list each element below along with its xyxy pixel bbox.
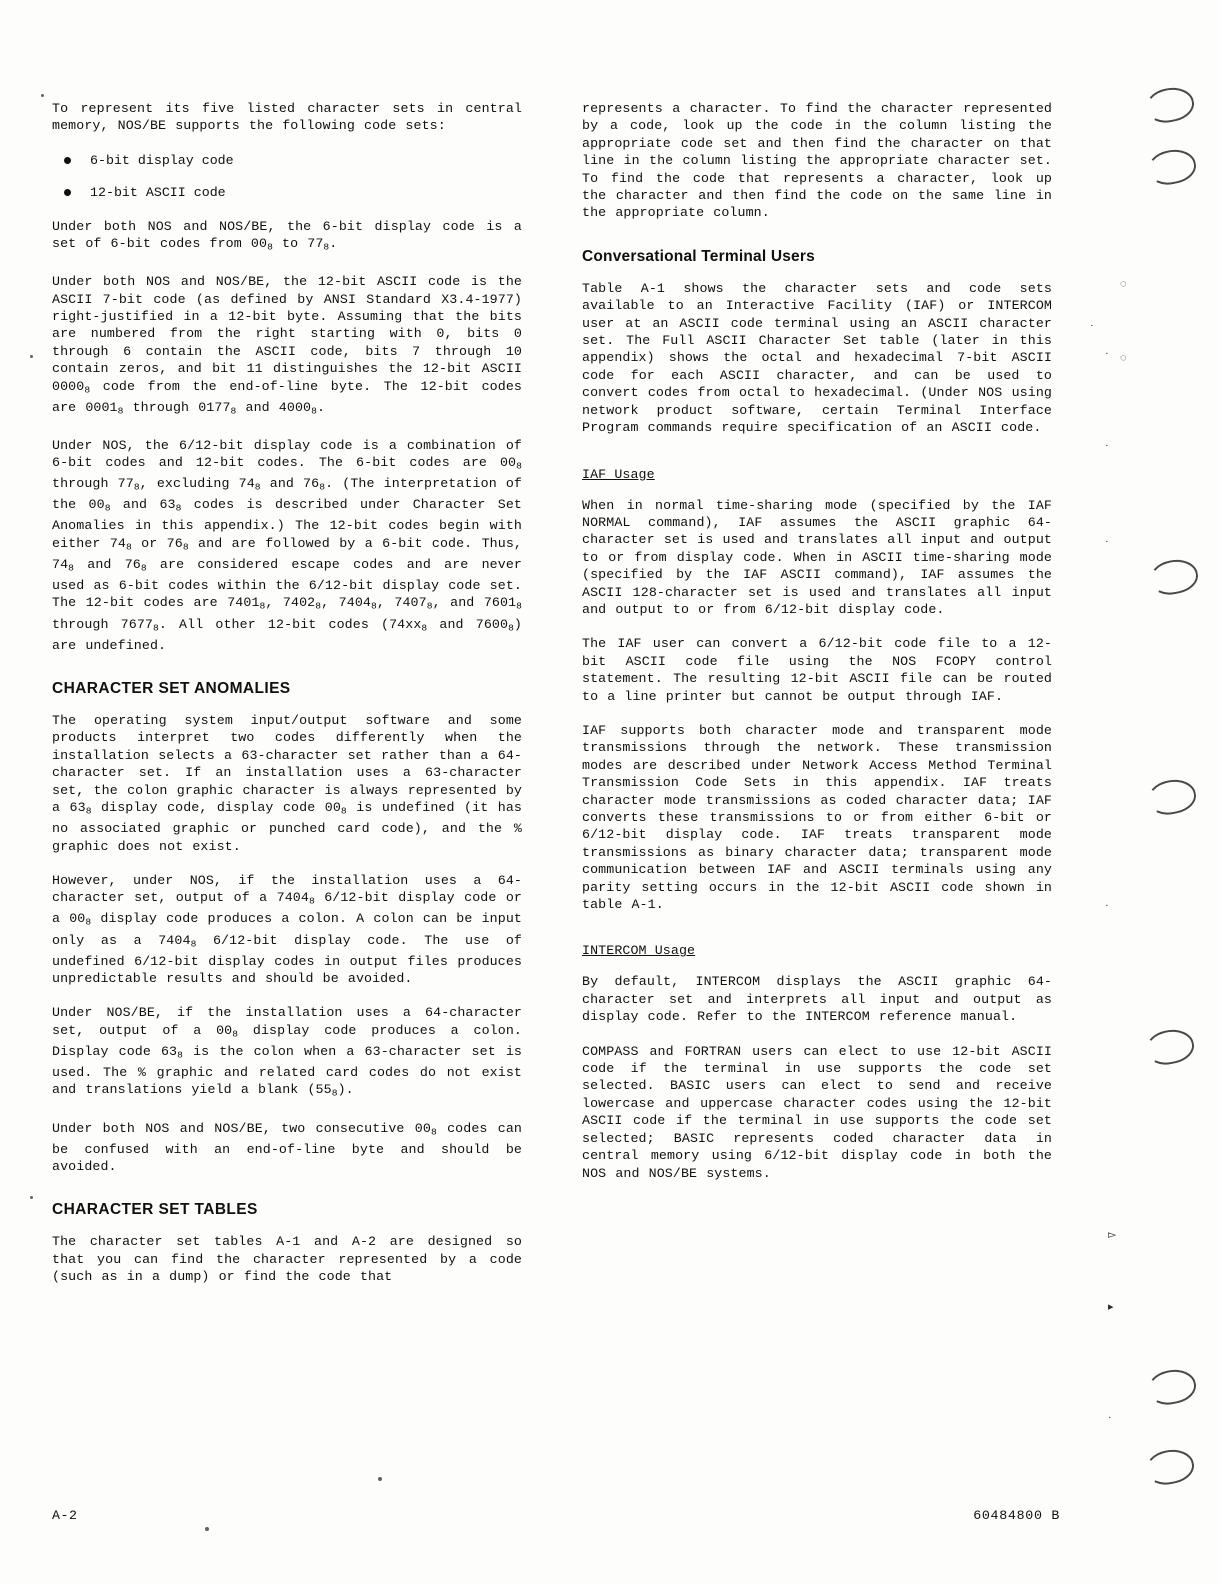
subscript-8: 8 [421, 622, 428, 634]
subscript-8: 8 [319, 481, 326, 493]
text-run: 6/12-bit display code or a 00 [52, 890, 522, 927]
list-item [52, 152, 522, 169]
subscript-8: 8 [230, 405, 237, 417]
document-number: 60484800 B [973, 1508, 1060, 1523]
text-run: through 0177 [123, 399, 231, 415]
list-item-label: 12-bit ASCII code [90, 185, 226, 201]
text-run: through 77 [52, 476, 134, 492]
subscript-8: 8 [315, 601, 322, 613]
paragraph-conversational: Table A-1 shows the character sets and code sets available to an Interactive Facility (IAF) or INTERCOM user at an ASCII code terminal using an ASCII character set. The Full ASCII Character Set table (later in this appendix) shows the octal and hexadecimal 7-bit ASCII code for each ASCII character, and can be used to convert codes from octal to hexadecimal. (Under NOS using network product software, certain Terminal Interface Program commands require specification of an ASCII code. [582, 280, 1052, 436]
subscript-8: 8 [190, 938, 197, 950]
paragraph-intercom-2: COMPASS and FORTRAN users can elect to use 12-bit ASCII code if the terminal in use supports the code set selected. BASIC users can elect to send and receive lowercase and uppercase character codes using the 12-bit ASCII code if the terminal in use supports the code set selected; BASIC represents coded character data in central memory using 6/12-bit display code in both the NOS and NOS/BE systems. [582, 1043, 1052, 1181]
paragraph-intro: To represent its five listed character sets in central memory, NOS/BE supports the following code sets: [52, 101, 522, 134]
code-set-bullet-list [52, 152, 522, 202]
text-run: , and 7601 [432, 595, 517, 611]
subscript-8: 8 [153, 622, 159, 634]
subscript-8: 8 [371, 601, 377, 613]
text-run: Under both NOS and NOS/BE, the 12-bit ASCII code is the ASCII 7-bit code (as defined by ANSI Standard X3.4-1977) right-justified in a 12-bit byte. Assuming that the bits are numbered from the right starting with 0, bits 0 through 6 contain the ASCII code, bits 7 through 10 contain zeros, and bit 11 distinguishes the 12-bit ASCII 0000 [52, 274, 522, 394]
text-run: ) are undefined. [52, 616, 523, 653]
text-run: code from the end-of-line byte. The 12-bit codes are 0001 [52, 378, 522, 415]
text-run: display code produces a colon. A colon can be input only as a 7404 [52, 911, 522, 948]
subscript-8: 8 [516, 601, 523, 613]
bullet-dot-icon [64, 157, 71, 164]
paragraph-anomaly-4 [52, 1120, 522, 1176]
subscript-8: 8 [331, 1088, 338, 1100]
paragraph-anomaly-3 [52, 1004, 522, 1102]
paragraph-12bit [52, 273, 522, 420]
heading-iaf-usage: IAF Usage [582, 466, 655, 482]
paragraph-iaf-2: The IAF user can convert a 6/12-bit code file to a 12-bit ASCII code file using the NOS FCOPY control statement. The resulting 12-bit ASCII file can be routed to a line printer but cannot be output through IAF. [582, 636, 1052, 704]
text-run: . [316, 399, 326, 415]
subscript-8: 8 [311, 405, 317, 417]
paragraph-anomaly-2 [52, 872, 522, 988]
page-number: A-2 [52, 1508, 78, 1523]
paragraph-6-12-bit [52, 437, 522, 654]
subscript-8: 8 [254, 481, 261, 493]
subscript-8: 8 [117, 405, 124, 417]
text-run: 6/12-bit display code. The use of undefined 6/12-bit display codes in output files produces unpredictable results and should be avoided. [52, 932, 522, 987]
text-run: . All other 12-bit codes (74xx [158, 616, 422, 632]
paragraph-intercom-1: By default, INTERCOM displays the ASCII graphic 64-character set and interprets all input and output as display code. Refer to the INTERCOM reference manual. [582, 974, 1052, 1025]
text-run: is undefined (it has no associated graphic or punched card code), and the % graphic does not exist. [52, 800, 522, 854]
text-run: and 76 [74, 556, 141, 572]
subscript-8: 8 [308, 896, 315, 908]
subscript-8: 8 [508, 622, 514, 634]
paragraph-continued: represents a character. To find the character represented by a code, look up the code in the column listing the appropriate code set and then find the character on that line in the column listing the appropriate character set. To find the code that represents a character, look up the character and then find the code on the same line in the appropriate column. [582, 101, 1052, 221]
text-run: , 7407 [376, 595, 427, 611]
list-item [52, 184, 522, 201]
subscript-8: 8 [259, 601, 266, 613]
text-run: and 63 [110, 497, 176, 513]
text-run: display code produces a colon. Display code 63 [52, 1022, 522, 1059]
heading-character-set-anomalies: CHARACTER SET ANOMALIES [52, 680, 291, 698]
document-page: To represent its five listed character sets in central memory, NOS/BE supports the following code sets: 6-bit display code 12-bit ASCII code Under both NOS and NOS/BE, the 6-bit display code is a set of 6-bit codes from $00_8$ to $77_8$. Under both NOS and NOS/BE, the 12-bit ASCII code is the ASCII 7-bit code (as defined by ANSI Standard X3.4-1977) right-justified in a 12-bit byte. Assuming that the bits are numbered from the right starting with 0, bits 0 through 6 contain the ASCII code, bits 7 through 10 contain zeros, and bit 11 distinguishes the 12-bit ASCII $0000_8$ code from the end-of-line byte. The 12-bit codes are $0001_8$ through $0177_8$ and $4000_8$. Under NOS, the 6/12-bit display code is a combination of 6-bit codes and 12-bit codes. The 6-bit codes are $00_8$ through $77_8$, excluding $74_8$ and $76_8$. (The interpretation of the $00_8$ and $63_8$ codes is described under Character Set Anomalies in this appendix.) The 12-bit codes begin with either $74_8$ or $76_8$ and are followed by a 6-bit code. Thus, $74_8$ and $76_8$ are considered escape codes and are never used as 6-bit codes within the 6/12-bit display code set. The 12-bit codes are $7401_8$, $7402_8$, $7404_8$, $7407_8$, and $7601_8$ through $7677_8$. All other 12-bit codes ($74xx_8$ and $7600_8$) are undefined. CHARACTER SET ANOMALIES The operating system input/output software and some products interpret two codes differently when the installation selects a 63-character set rather than a 64-character set. If an installation uses a 63-character set, the colon graphic character is always represented by a $63_8$ display code, display code $00_8$ is undefined (it has no associated graphic or punched card code), and the % graphic does not exist. However, under NOS, if the installation uses a 64-character set, output of a $7404_8$ 6/12-bit display code or a $00_8$ display code produces a colon. A colon can be input only as a $7404_8$ 6/12-bit display code. The use of undefined 6/12-bit display codes in output files produces unpredictable results and should be avoided. Under NOS/BE, if the installation uses a 64-character set, output of a $00_8$ display code produces a colon. Display code $63_8$ is the colon when a 63-character set is used. The % graphic and related card codes do not exist and translations yield a blank $(55_8)$. Under both NOS and NOS/BE, two consecutive $00_8$ codes can be confused with an end-of-line byte and should be avoided. CHARACTER SET TABLES The character set tables A-1 and A-2 are designed so that you can find the character represented by a code (such as in a dump) or find the code that represents a character. To find the character represented by a code, look up the code in the column listing the appropriate code set and then find the character on that line in the column listing the appropriate character set. To find the code that represents a character, look up the character and then find the code on the same line in the appropriate column. Conversational Terminal Users Table A-1 shows the character sets and code sets available to an Interactive Facility (IAF) or INTERCOM user at an ASCII code terminal using an ASCII character set. The Full ASCII Character Set table (later in this appendix) shows the octal and hexadecimal 7-bit ASCII code for each ASCII character, and can be used to convert codes from octal to hexadecimal. (Under NOS using network product software, certain Terminal Interface Program commands require specification of an ASCII code. IAF Usage When in normal time-sharing mode (specified by the IAF NORMAL command), IAF assumes the ASCII graphic 64-character set is used and translates all input and output to or from display code. When in ASCII time-sharing mode (specified by the IAF ASCII command), IAF assumes the ASCII 128-character set is used and translates all input and output to or from 6/12-bit display code. The IAF user can convert a 6/12-bit code file to a 12-bit ASCII code file using the NOS FCOPY control statement. The resulting 12-bit ASCII file can be routed to a line printer but cannot be output through IAF. IAF supports both character mode and transparent mode transmissions through the network. These transmission modes are described under Network Access Method Terminal Transmission Code Sets in this appendix. IAF treats character mode transmissions as coded character data; IAF converts these transmissions to or from either 6-bit or 6/12-bit display code. IAF treats transparent mode transmissions as binary character data; transparent mode communication between IAF and ASCII terminals using any parity setting occurs in the 12-bit ASCII code shown in table A-1. INTERCOM Usage By default, INTERCOM displays the ASCII graphic 64-character set and interprets all input and output as display code. Refer to the INTERCOM reference manual. COMPASS and FORTRAN users can elect to use 12-bit ASCII code if the terminal in use supports the code set selected. BASIC users can elect to send and receive lowercase and uppercase character codes using the 12-bit ASCII code if the terminal in use supports the code set selected; BASIC represents coded character data in central memory using 6/12-bit display code in both the NOS and NOS/BE systems. A-2 60484800 B ◌ ◌ · · · · · ▻ ▸ · [0, 0, 1220, 1584]
text-run: Under NOS, the 6/12-bit display code is a combination of 6-bit codes and 12-bit codes. The 6-bit codes are 00 [52, 437, 522, 471]
text-run: codes is described under Character Set Anomalies in this appendix.) The 12-bit codes begin with either 74 [52, 497, 522, 551]
subscript-8: 8 [426, 601, 433, 613]
text-run: , 7402 [265, 595, 316, 611]
text-run: and 4000 [236, 399, 312, 415]
subscript-8: 8 [104, 503, 111, 515]
subscript-8: 8 [182, 541, 189, 553]
subscript-8: 8 [516, 460, 522, 472]
text-run: and 76 [260, 476, 320, 492]
paragraph-tables: The character set tables A-1 and A-2 are designed so that you can find the character represented by a code (such as in a dump) or find the code that [52, 1234, 522, 1285]
text-run: and 7600 [427, 616, 509, 632]
list-item-label: 6-bit display code [90, 152, 234, 168]
subscript-8: 8 [84, 384, 91, 396]
subscript-8: 8 [85, 805, 92, 817]
text-run: through 7677 [52, 616, 153, 632]
text-run: , 7404 [321, 595, 371, 611]
subscript-8: 8 [430, 1126, 437, 1138]
page-footer [52, 1508, 1168, 1526]
text-run: codes can be confused with an end-of-line byte and should be avoided. [52, 1120, 522, 1175]
heading-character-set-tables: CHARACTER SET TABLES [52, 1201, 258, 1219]
subscript-8: 8 [133, 481, 140, 493]
subscript-8: 8 [232, 1028, 239, 1040]
text-run: and are followed by a 6-bit code. Thus, 74 [52, 535, 522, 572]
subscript-8: 8 [140, 562, 147, 574]
text-run: Under NOS/BE, if the installation uses a 64-character set, output of a 00 [52, 1005, 522, 1038]
text-run: Under both NOS and NOS/BE, the 6-bit display code is a set of 6-bit codes from 00 [52, 218, 522, 252]
subscript-8: 8 [125, 541, 132, 553]
binder-spiral-marks [1132, 0, 1206, 1584]
text-run: The operating system input/output software and some products interpret two codes differently when the installation selects a 63-character set rather than a 64-character set. If an installation uses a 63-character set, the colon graphic character is always represented by a 63 [52, 713, 522, 816]
text-run: Under both NOS and NOS/BE, two consecutive 00 [52, 1120, 431, 1136]
text-run: is the colon when a 63-character set is used. The % graphic and related card codes do not exist and translations yield a blank (55 [52, 1043, 522, 1098]
text-run: . (The interpretation of the 00 [52, 476, 523, 513]
text-run: to 77 [272, 236, 324, 252]
heading-intercom-usage: INTERCOM Usage [582, 943, 696, 959]
subscript-8: 8 [177, 1049, 184, 1061]
heading-conversational-terminal-users: Conversational Terminal Users [582, 247, 815, 265]
subscript-8: 8 [68, 562, 75, 574]
text-run: , excluding 74 [139, 476, 255, 492]
paragraph-6bit [52, 218, 522, 257]
right-column [582, 100, 1052, 1303]
text-run: are considered escape codes and are never used as 6-bit codes within the 6/12-bit display code set. The 12-bit codes are 7401 [52, 556, 522, 611]
subscript-8: 8 [175, 503, 182, 515]
bullet-dot-icon [64, 189, 71, 196]
text-run: ). [337, 1082, 354, 1098]
subscript-8: 8 [340, 805, 347, 817]
text-run: or 76 [131, 535, 183, 551]
subscript-8: 8 [323, 241, 330, 253]
left-column [52, 100, 522, 1303]
paragraph-iaf-3: IAF supports both character mode and transparent mode transmissions through the network. These transmission modes are described under Network Access Method Terminal Transmission Code Sets in this appendix. IAF treats character mode transmissions as coded character data; IAF converts these transmissions to or from either 6-bit or 6/12-bit display code. IAF treats transparent mode transmissions as binary character data; transparent mode communication between IAF and ASCII terminals using any parity setting occurs in the 12-bit ASCII code shown in table A-1. [582, 722, 1052, 913]
subscript-8: 8 [267, 241, 273, 253]
paragraph-iaf-1: When in normal time-sharing mode (specified by the IAF NORMAL command), IAF assumes the ASCII graphic 64-character set is used and translates all input and output to or from display code. When in ASCII time-sharing mode (specified by the IAF ASCII command), IAF assumes the ASCII 128-character set is used and translates all input and output to or from 6/12-bit display code. [582, 497, 1052, 617]
text-run: . [329, 236, 338, 252]
text-run: However, under NOS, if the installation uses a 64-character set, output of a 7404 [52, 872, 522, 906]
subscript-8: 8 [85, 917, 92, 929]
text-run: display code, display code 00 [91, 800, 341, 816]
two-column-body [52, 100, 1052, 1303]
paragraph-anomaly-1 [52, 712, 522, 855]
